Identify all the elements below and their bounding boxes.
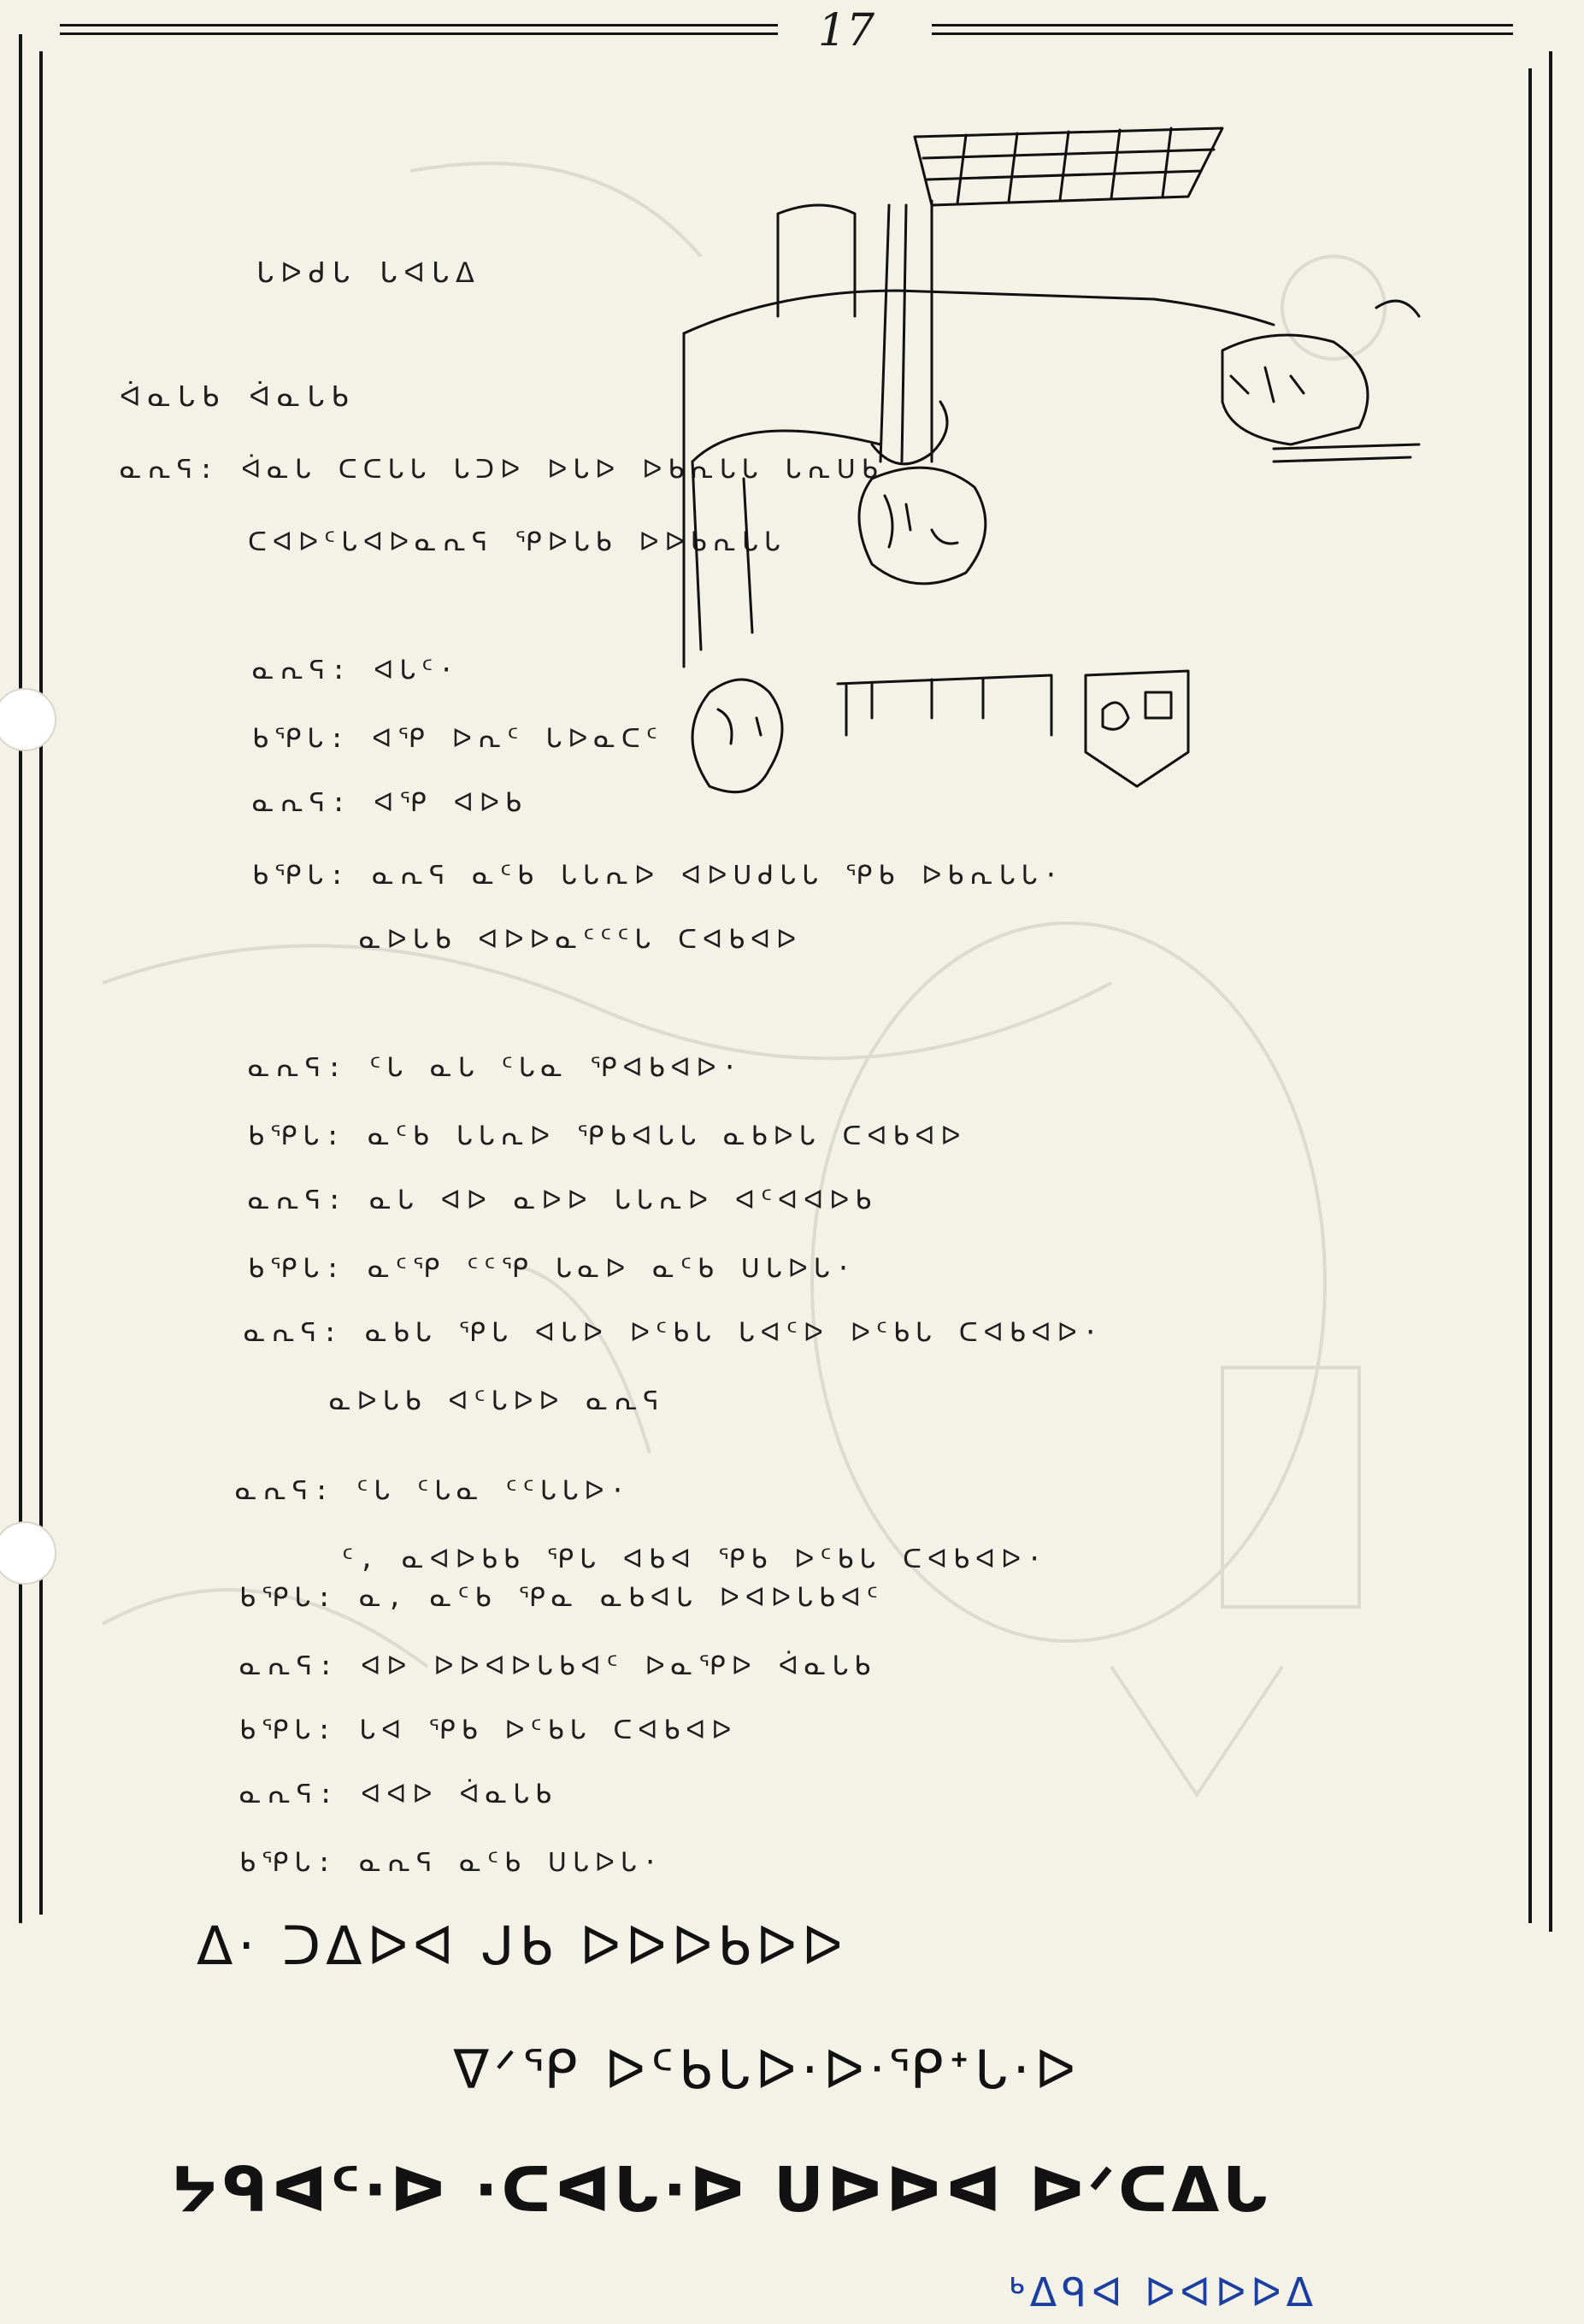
border-right-outer: [1549, 51, 1552, 1932]
dialogue-line: ᓇᕆᕋ: ᓇᑲᒐ ᕿᒐ ᐊᒐᐅ ᐅᑦᑲᒐ ᒐᐊᑦᐅ ᐅᑦᑲᒐ ᑕᐊᑲᐊᐅ·: [244, 1318, 1104, 1348]
dialogue-line: ᑲᕿᒐ: ᓇᑦᕿ ᑦᑦᕿ ᒐᓇᐅ ᓇᑦᑲ ᑌᒐᐅᒐ·: [248, 1254, 857, 1284]
dialogue-line: ᓇᕆᕋ: ᐊᐊᐅ ᐋᓇᒐᑲ: [239, 1780, 557, 1809]
handwritten-line-2: ᐁᐟᕿ ᐅᑦᑲᒐᐅ·ᐅᐧᕿᐩᒐ·ᐅ: [453, 2039, 1081, 2101]
dialogue-line: ᑲᕿᒐ: ᓇ, ᓇᑦᑲ ᕿᓇ ᓇᑲᐊᒐ ᐅᐊᐅᒐᑲᐊᑦ: [239, 1583, 884, 1613]
border-right-inner: [1528, 68, 1532, 1923]
border-left-outer: [19, 34, 22, 1923]
dialogue-line: ᓇᕆᕋ: ᐋᓇᒐ ᑕᑕᒐᒐ ᒐᑐᐅ ᐅᒐᐅ ᐅᑲᕆᒐᒐ ᒐᕆᑌᑲ: [120, 455, 884, 485]
dialogue-line: ᑲᕿᒐ: ᒐᐊ ᕿᑲ ᐅᑦᑲᒐ ᑕᐊᑲᐊᐅ: [239, 1715, 738, 1745]
dialogue-line: ᓇᐅᒐᑲ ᐊᐅᐅᓇᑦᑦᑦᒐ ᑕᐊᑲᐊᐅ: [359, 925, 803, 955]
dialogue-line: ᑕᐊᐅᑦᒐᐊᐅᓇᕆᕋ ᕿᐅᒐᑲ ᐅᐅᑲᕆᒐᒐ: [248, 527, 786, 557]
dialogue-line: ᑲᕿᒐ: ᓇᑦᑲ ᒐᒐᕆᐅ ᕿᑲᐊᒐᒐ ᓇᑲᐅᒐ ᑕᐊᑲᐊᐅ: [248, 1121, 967, 1151]
dialogue-line: ᑲᕿᒐ: ᓇᕆᕋ ᓇᑦᑲ ᑌᒐᐅᒐ·: [239, 1848, 664, 1878]
ink-illustration: [675, 120, 1445, 821]
dialogue-line: ᓇᕆᕋ: ᑦᒐ ᑦᒐᓇ ᑦᑦᒐᒐᐅ·: [235, 1476, 632, 1506]
handwritten-line-1: ᐃ· ᑐᐃᐅᐊ ᒍᑲ ᐅᐅᐅᑲᐅᐅ: [197, 1915, 848, 1977]
dialogue-line: ᑲᕿᒐ: ᐊᕿ ᐅᕆᑦ ᒐᐅᓇᑕᑦ: [252, 724, 663, 754]
handwritten-line-3: ᔭᑫᐊᑦ·ᐅ ·ᑕᐊᒐ·ᐅ ᑌᐅᐅᐊ ᐅᐟᑕᐃᒐ: [171, 2154, 1272, 2226]
dialogue-line: ᓇᕆᕋ: ᑦᒐ ᓇᒐ ᑦᒐᓇ ᕿᐊᑲᐊᐅ·: [248, 1053, 744, 1083]
border-top-left-inner: [60, 32, 778, 35]
border-left-inner: [39, 51, 43, 1915]
border-top-right: [932, 24, 1513, 26]
dialogue-line: ᑲᕿᒐ: ᓇᕆᕋ ᓇᑦᑲ ᒐᒐᕆᐅ ᐊᐅᑌᑯᒐᒐ ᕿᑲ ᐅᑲᕆᒐᒐ·: [252, 861, 1065, 891]
dialogue-line: ᓇᕆᕋ: ᐊᒐᑦ·: [252, 656, 461, 685]
dialogue-line: ᓇᕆᕋ: ᐊᕿ ᐊᐅᑲ: [252, 788, 527, 818]
handwritten-line-4-blue: ᒃᐃᑫᐊ ᐅᐊᐅᐅᐃ: [1009, 2269, 1319, 2315]
dialogue-line: ᓇᕆᕋ: ᓇᒐ ᐊᐅ ᓇᐅᐅ ᒐᒐᕆᐅ ᐊᑦᐊᐊᐅᑲ: [248, 1186, 878, 1215]
page-number: 17: [817, 5, 875, 56]
border-top-left: [60, 24, 778, 26]
dialogue-line: ᓇᕆᕋ: ᐊᐅ ᐅᐅᐊᐅᒐᑲᐊᑦ ᐅᓇᕿᐅ ᐋᓇᒐᑲ: [239, 1651, 877, 1681]
dialogue-line: ᑦ, ᓇᐊᐅᑲᑲ ᕿᒐ ᐊᑲᐊ ᕿᑲ ᐅᑦᑲᒐ ᑕᐊᑲᐊᐅ·: [342, 1544, 1049, 1574]
dialogue-line: ᓇᐅᒐᑲ ᐊᑦᒐᐅᐅ ᓇᕆᕋ: [329, 1386, 665, 1416]
border-top-right-inner: [932, 32, 1513, 35]
page-title: ᒐᐅᑯᒐ ᒐᐊᒐᐃ: [256, 256, 481, 289]
subtitle: ᐋᓇᒐᑲ ᐋᓇᒐᑲ: [120, 380, 356, 413]
